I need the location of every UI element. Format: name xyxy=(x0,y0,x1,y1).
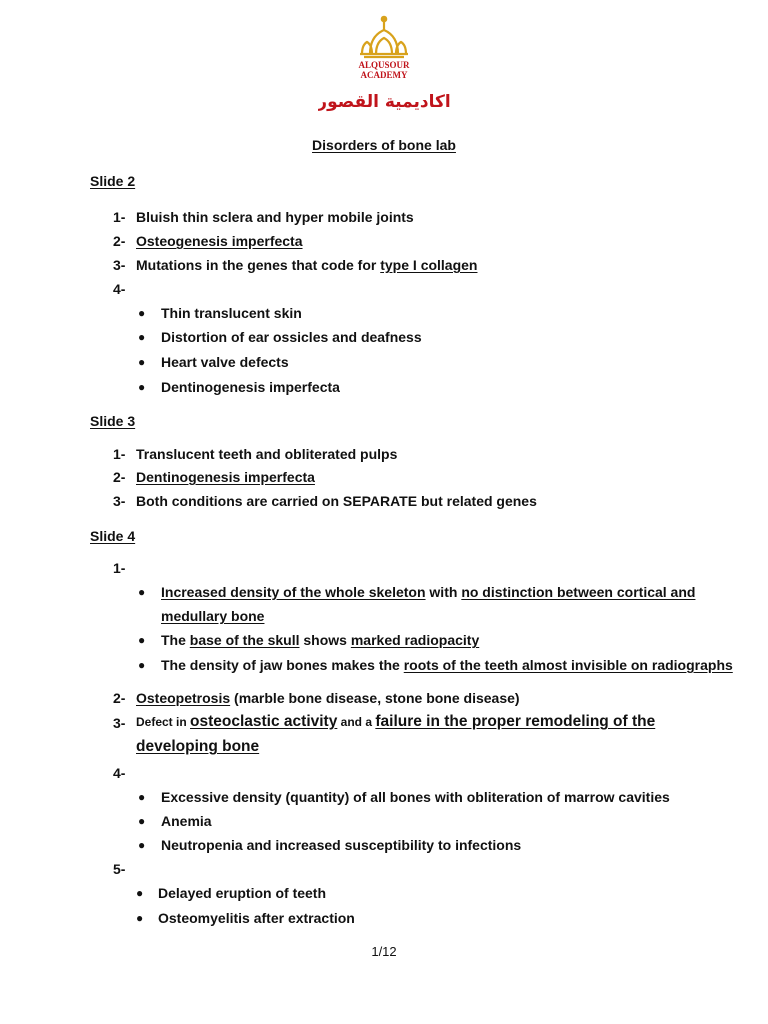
slide4-item-3 xyxy=(136,713,655,731)
logo-name-line2: ACADEMY xyxy=(360,70,408,80)
slide4-bullet-2-part-c: shows xyxy=(299,632,351,648)
logo-name-line1: ALQUSOUR xyxy=(358,60,410,70)
slide4-item-3-part-d: failure in the proper remodeling of the xyxy=(375,713,656,730)
bullet-icon: ● xyxy=(138,790,146,804)
slide4-item-3-part-a: Defect in xyxy=(136,715,191,729)
slide2-bullet-2: Distortion of ear ossicles and deafness xyxy=(161,329,422,345)
slide2-heading: Slide 2 xyxy=(90,173,136,189)
slide3-num-3: 3- xyxy=(113,493,126,509)
academy-logo xyxy=(318,14,450,114)
slide4-bullet-2-part-b: base of the skull xyxy=(189,632,300,648)
slide4-num-5: 5- xyxy=(113,861,126,877)
logo-name-arabic: اكاديمية القصور xyxy=(318,92,450,112)
slide3-heading: Slide 3 xyxy=(90,413,136,429)
slide2-num-2: 2- xyxy=(113,233,126,249)
slide2-item-3-emphasis: type I collagen xyxy=(380,257,478,273)
bullet-icon: ● xyxy=(138,633,146,647)
slide4-bullet-1-part-a: Increased density of the whole skeleton xyxy=(161,584,426,600)
slide4-bullet-2 xyxy=(161,632,479,648)
slide4-bullet-1 xyxy=(161,584,695,600)
slide2-bullet-4: Dentinogenesis imperfecta xyxy=(161,379,340,395)
slide3-item-1: Translucent teeth and obliterated pulps xyxy=(136,446,398,462)
slide4-num-3: 3- xyxy=(113,715,126,731)
slide4-item-3-cont: developing bone xyxy=(136,738,260,755)
bullet-icon: ● xyxy=(138,330,146,344)
page-number: 1/12 xyxy=(371,944,397,959)
slide4-item-2 xyxy=(136,690,520,706)
slide4-bullet-3-part-a: The density of jaw bones makes the xyxy=(161,657,404,673)
slide4-item-3-part-c: and a xyxy=(337,715,376,729)
slide4-bullet-2-part-d: marked radiopacity xyxy=(350,632,480,648)
slide4-heading: Slide 4 xyxy=(90,528,136,544)
slide4-item-3-part-b: osteoclastic activity xyxy=(190,713,338,730)
slide2-item-1: Bluish thin sclera and hyper mobile joints xyxy=(136,209,414,225)
slide4-bullet-3 xyxy=(161,657,733,673)
bullet-icon: ● xyxy=(136,911,144,925)
slide4-num-1: 1- xyxy=(113,560,126,576)
slide2-num-3: 3- xyxy=(113,257,126,273)
slide3-num-2: 2- xyxy=(113,469,126,485)
slide4-num-2: 2- xyxy=(113,690,126,706)
slide2-item-3 xyxy=(136,257,477,273)
slide3-item-2: Dentinogenesis imperfecta xyxy=(136,469,315,485)
slide4-bullet-1-cont: medullary bone xyxy=(161,608,265,624)
slide2-item-2: Osteogenesis imperfecta xyxy=(136,233,303,249)
slide4-bullet-1-part-b: with xyxy=(425,584,462,600)
slide4-num-4: 4- xyxy=(113,765,126,781)
bullet-icon: ● xyxy=(138,355,146,369)
slide2-bullet-1: Thin translucent skin xyxy=(161,305,302,321)
slide2-num-4: 4- xyxy=(113,281,126,297)
slide4-bullet5-2: Osteomyelitis after extraction xyxy=(158,910,355,926)
bullet-icon: ● xyxy=(138,658,146,672)
slide3-item-3: Both conditions are carried on SEPARATE but related genes xyxy=(136,493,537,509)
slide4-bullet5-1: Delayed eruption of teeth xyxy=(158,885,327,901)
bullet-icon: ● xyxy=(138,306,146,320)
document-title: Disorders of bone lab xyxy=(312,137,456,153)
slide2-num-1: 1- xyxy=(113,209,126,225)
slide4-item-2-term: Osteopetrosis xyxy=(136,690,231,706)
slide3-num-1: 1- xyxy=(113,446,126,462)
slide2-item-3-text: Mutations in the genes that code for xyxy=(136,257,381,273)
bullet-icon: ● xyxy=(136,886,144,900)
bullet-icon: ● xyxy=(138,585,146,599)
slide4-bullet4-1: Excessive density (quantity) of all bones with obliteration of marrow cavities xyxy=(161,789,670,805)
bullet-icon: ● xyxy=(138,814,146,828)
slide4-bullet-1-part-c: no distinction between cortical and xyxy=(461,584,696,600)
slide2-bullet-3: Heart valve defects xyxy=(161,354,289,370)
slide4-item-2-text: (marble bone disease, stone bone disease) xyxy=(230,690,520,706)
slide4-bullet4-3: Neutropenia and increased susceptibility to infections xyxy=(161,837,522,853)
slide4-bullet-2-part-a: The xyxy=(161,632,190,648)
bullet-icon: ● xyxy=(138,380,146,394)
slide4-bullet4-2: Anemia xyxy=(161,813,212,829)
palace-emblem-icon xyxy=(318,14,450,114)
slide4-bullet-3-part-b: roots of the teeth almost invisible on radiographs xyxy=(403,657,733,673)
bullet-icon: ● xyxy=(138,838,146,852)
